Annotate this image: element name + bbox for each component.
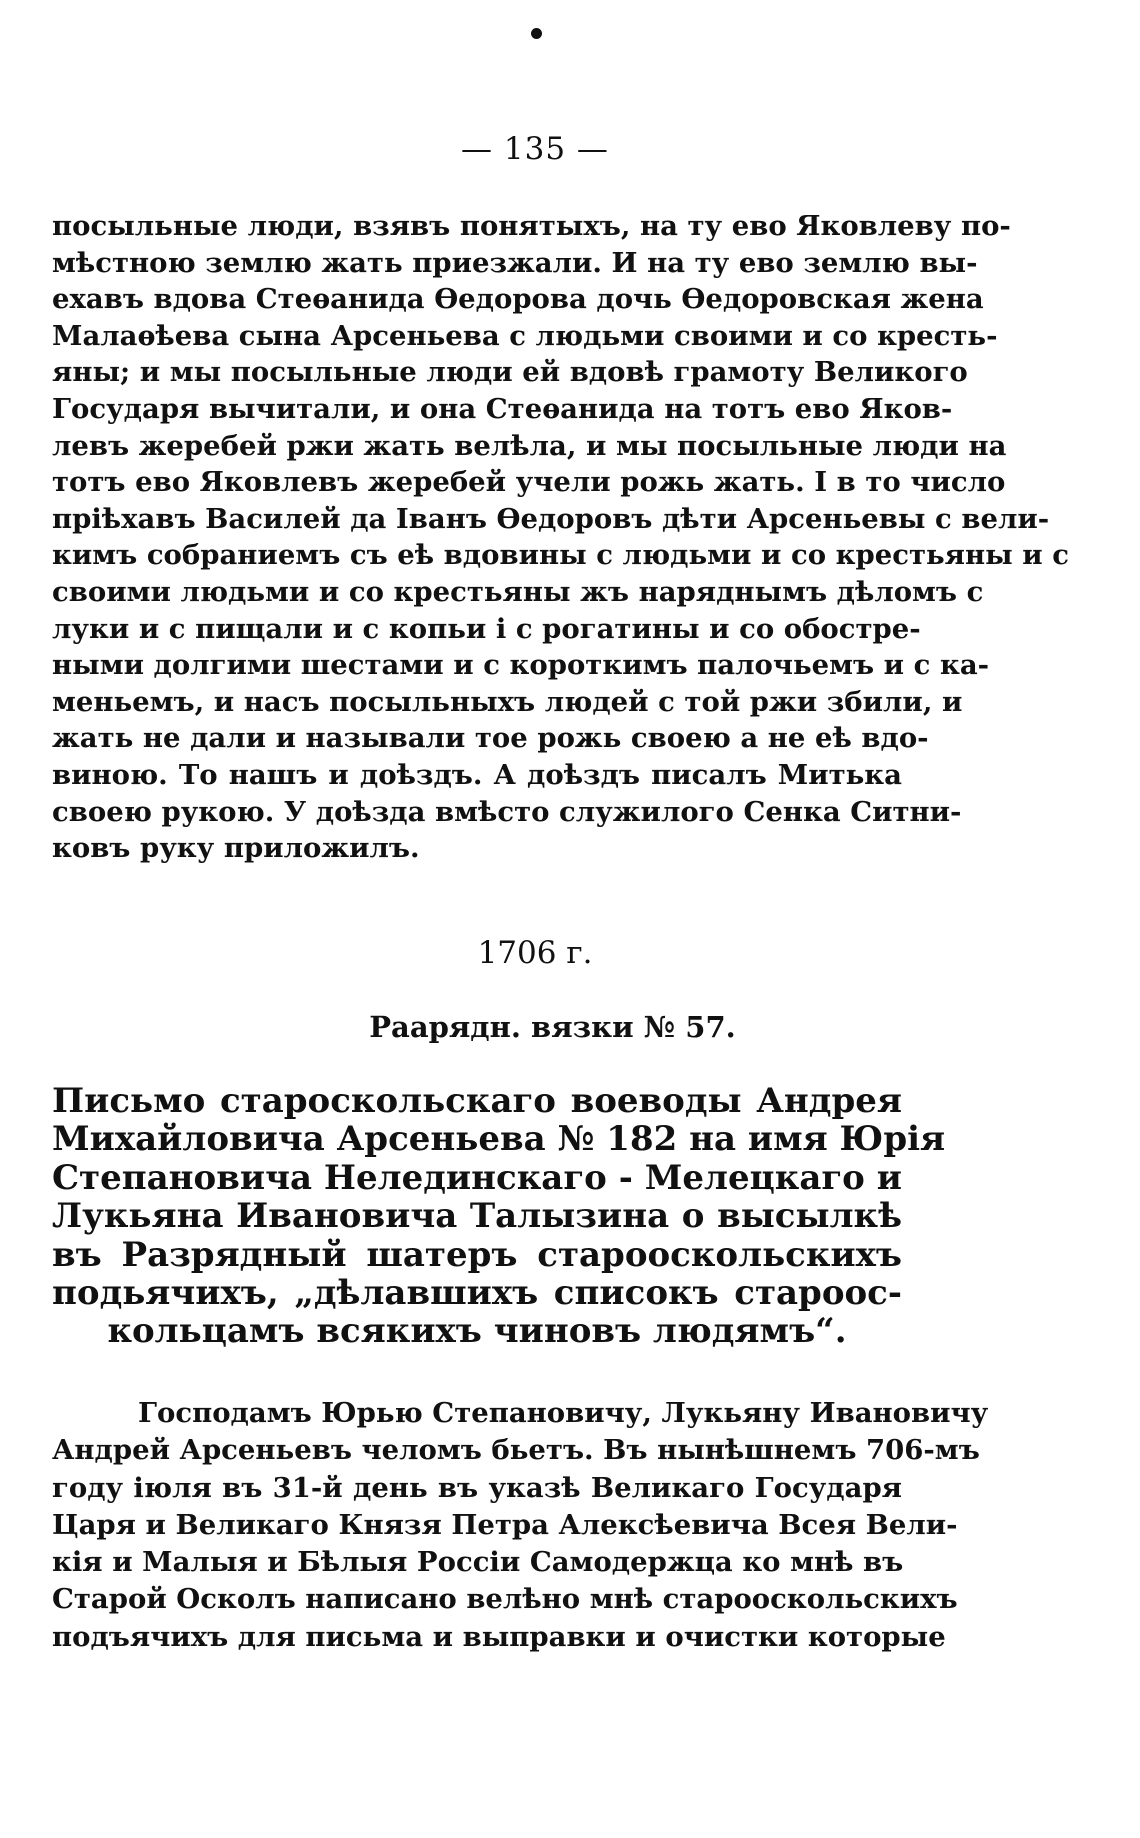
year-heading: 1706 г. xyxy=(477,935,593,971)
body-line: ными долгими шестами и с короткимъ палочьемъ и с ка- xyxy=(52,649,990,682)
body-line: жать не дали и называли тое рожь своею а не eѣ вдо- xyxy=(52,722,929,755)
body-line: ехавъ вдова Стеѳанида Ѳедорова дочь Ѳедоровская жена xyxy=(52,283,984,316)
letter-text-block xyxy=(52,1395,989,1656)
body-line: луки и с пищали и с копьи і с рогатины и со обостре- xyxy=(52,612,921,645)
body-line: ковъ руку приложилъ. xyxy=(52,832,420,865)
title-line: Степановича Нелединскаго - Мелецкаго и xyxy=(52,1157,902,1198)
body-line: Государя вычитали, и она Стеѳанида на тотъ ево Яков- xyxy=(52,392,953,425)
ink-dot-mark xyxy=(531,28,542,39)
letter-line: кія и Малыя и Бѣлыя Россiи Самодержца ко мнѣ въ xyxy=(52,1546,904,1579)
body-line: тотъ ево Яковлевъ жеребей учели рожь жать. I в то число xyxy=(52,466,1006,499)
body-line: своею рукою. У доѣзда вмѣсто служилого Сенка Ситни- xyxy=(52,795,962,828)
letter-line: году iюля въ 31-й день въ указѣ Великаго Государя xyxy=(52,1471,902,1504)
title-line: кольцамъ всякихъ чиновъ людямъ“. xyxy=(107,1311,847,1352)
body-text-block xyxy=(52,208,1069,867)
body-line: мѣстною землю жать приезжали. И на ту ево землю вы- xyxy=(52,246,978,279)
body-line: Малаѳѣева сына Арсеньева с людьми своими и со кресть- xyxy=(52,319,998,352)
title-line: Михайловича Арсеньева № 182 на имя Юрія xyxy=(52,1119,946,1160)
body-line: виною. То нашъ и доѣздъ. А доѣздъ писалъ Митька xyxy=(52,758,902,791)
body-line: яны; и мы посыльные люди ей вдовѣ грамоту Великого xyxy=(52,356,968,389)
body-line: меньемъ, и насъ посыльныхъ людей с той ржи збили, и xyxy=(52,685,963,718)
title-line: подьячихъ, „дѣлавшихъ списокъ старoос- xyxy=(52,1273,902,1314)
document-title xyxy=(52,1081,946,1352)
body-line: левъ жеребей ржи жать велѣла, и мы посыльные люди на xyxy=(52,429,1007,462)
body-line: пріѣхавъ Василей да Iванъ Ѳедоровъ дѣти Арсеньевы с вели- xyxy=(52,502,1050,535)
title-line: Письмо староскольскаго воеводы Андрея xyxy=(52,1081,902,1121)
archive-reference: Раарядн. вязки № 57. xyxy=(369,1010,736,1044)
body-line: кимъ собраниемъ съ eѣ вдовины с людьми и со крестьяны и с xyxy=(52,539,1069,572)
letter-line: Старой Осколъ написано велѣно мнѣ старооскольскихъ xyxy=(52,1583,958,1616)
page-number: — 135 — xyxy=(461,131,609,167)
letter-line: подъячихъ для письма и выправки и очистки которые xyxy=(52,1620,946,1653)
title-line: Лукьяна Ивановича Талызина о высылкѣ xyxy=(52,1196,902,1237)
letter-line: Андрей Арсеньевъ челомъ бьетъ. Въ нынѣшнемъ 706-мъ xyxy=(52,1434,980,1467)
letter-line: Царя и Великаго Князя Петра Алексѣевича Всея Вели- xyxy=(52,1508,958,1541)
body-line: своими людьми и со крестьяны жъ наряднымъ дѣломъ с xyxy=(52,575,984,608)
body-line: посыльные люди, взявъ понятыхъ, на ту ево Яковлеву по- xyxy=(52,210,1011,242)
letter-line: Господамъ Юрью Степановичу, Лукьяну Ивановичу xyxy=(138,1397,989,1429)
title-line: въ Разрядный шатеръ старооскольскихъ xyxy=(52,1234,902,1275)
